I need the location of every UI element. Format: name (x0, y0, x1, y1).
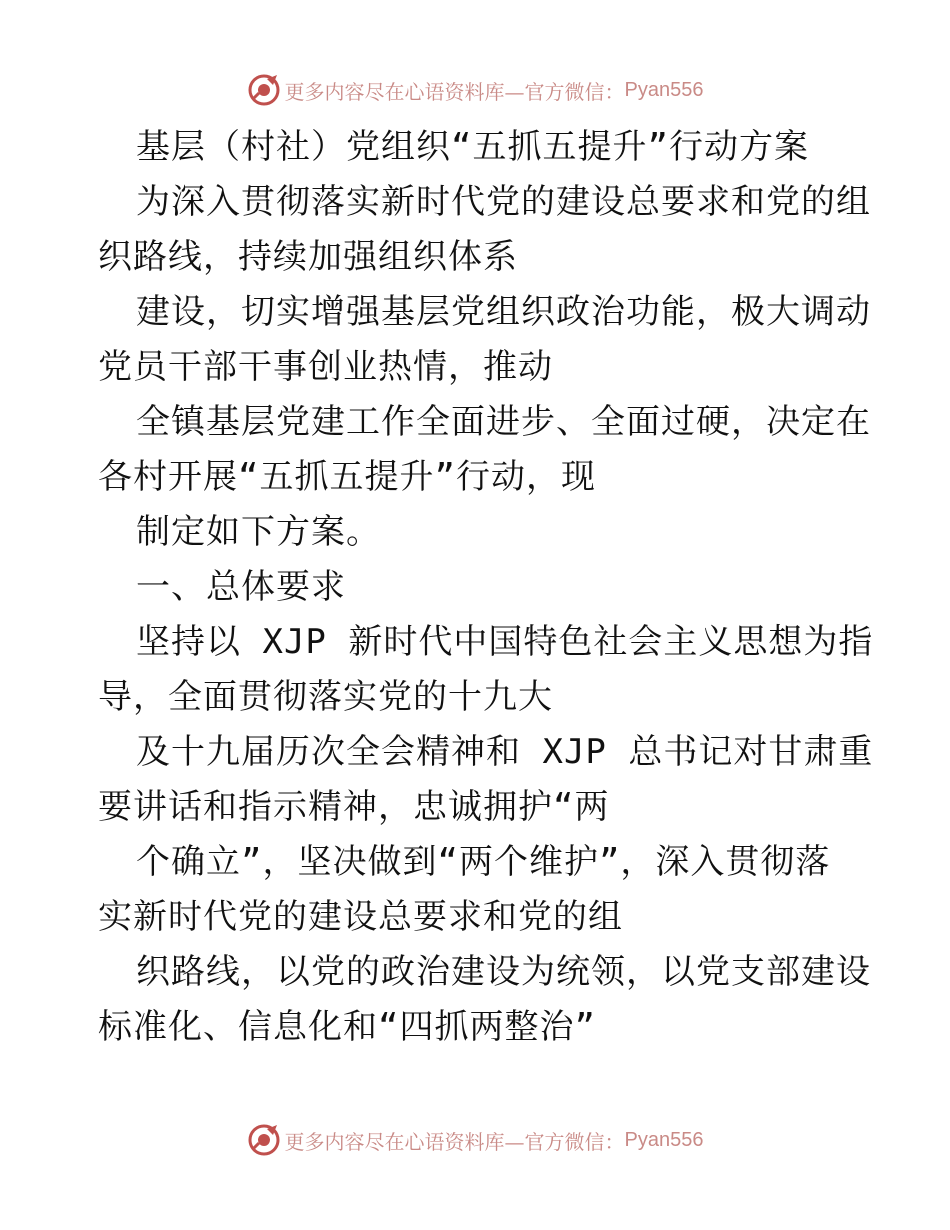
paragraph-line: 及十九届历次全会精神和 XJP 总书记对甘肃重 (136, 732, 874, 772)
doc-title: 基层（村社）党组织“五抓五提升”行动方案 (136, 127, 809, 167)
header-text: 更多内容尽在心语资料库—官方微信： (284, 79, 625, 104)
footer-wechat-id: Pyan556 (624, 1128, 704, 1151)
paragraph-line: 织路线，以党的政治建设为统领，以党支部建设 (136, 952, 871, 992)
header-wechat-id: Pyan556 (624, 78, 704, 101)
header-banner (0, 70, 950, 110)
paragraph-line: 个确立”，坚决做到“两个维护”，深入贯彻落 (136, 842, 831, 882)
paragraph-line: 为深入贯彻落实新时代党的建设总要求和党的组 (136, 182, 871, 222)
paragraph-line: 导，全面贯彻落实党的十九大 (98, 677, 553, 717)
paragraph-line: 全镇基层党建工作全面进步、全面过硬，决定在 (136, 402, 871, 442)
document-body (98, 120, 874, 1055)
paragraph-line: 标准化、信息化和“四抓两整治” (98, 1007, 596, 1047)
paragraph-line: 制定如下方案。 (136, 512, 381, 552)
logo-icon (247, 1123, 281, 1157)
section-heading: 一、总体要求 (136, 567, 346, 607)
paragraph-line: 要讲话和指示精神，忠诚拥护“两 (98, 787, 610, 827)
paragraph-line: 建设，切实增强基层党组织政治功能，极大调动 (136, 292, 871, 332)
paragraph-line: 各村开展“五抓五提升”行动，现 (98, 457, 596, 497)
logo-icon (247, 73, 281, 107)
footer-text: 更多内容尽在心语资料库—官方微信： (284, 1129, 625, 1154)
paragraph-line: 坚持以 XJP 新时代中国特色社会主义思想为指 (136, 622, 874, 662)
footer-banner (0, 1120, 950, 1160)
paragraph-line: 织路线，持续加强组织体系 (98, 237, 518, 277)
paragraph-line: 实新时代党的建设总要求和党的组 (98, 897, 623, 937)
paragraph-line: 党员干部干事创业热情，推动 (98, 347, 553, 387)
